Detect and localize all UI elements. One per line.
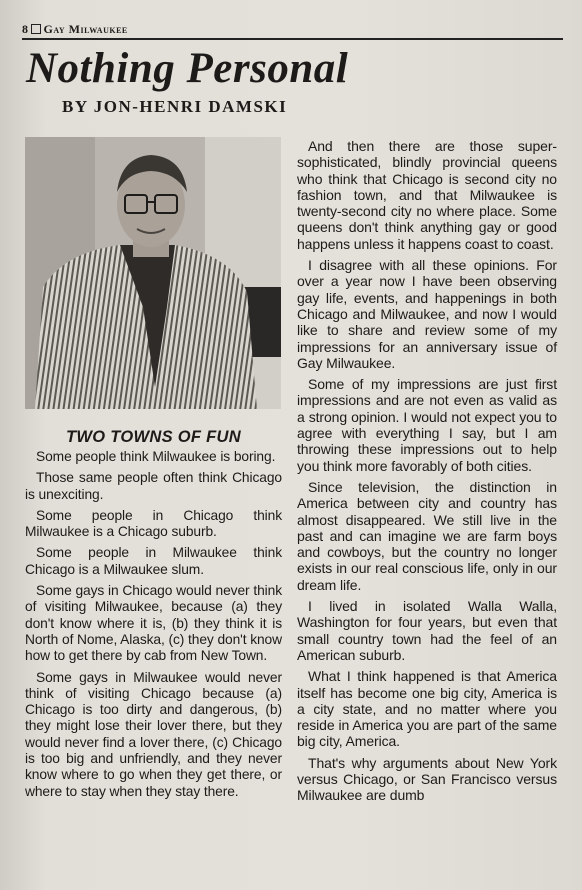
author-photo xyxy=(25,137,281,409)
left-column xyxy=(25,428,282,805)
article-title: Nothing Personal xyxy=(26,45,349,92)
page-number: 8 xyxy=(22,22,29,36)
paragraph: I lived in isolated Walla Walla, Washington for four years, but even that small country town had the feel of an American suburb. xyxy=(297,598,557,663)
header-rule xyxy=(22,38,563,40)
paragraph: Some gays in Milwaukee would never think of visiting Chicago because (a) Chicago is too dirty and dangerous, (b) they might lose their lover there, but they would never find a lover there, (c) Chicago is too big and unfriendly, and they never know where to go when they get there, or where to stay when they stay there. xyxy=(25,669,282,799)
paragraph: And then there are those super-sophisticated, blindly provincial queens who think that Chicago is second city no fashion town, and that Milwaukee is twenty-second city no where place. Some queens don't think anything gay or good happens unless it happens coast to coast. xyxy=(297,138,557,252)
article-byline: BY JON-HENRI DAMSKI xyxy=(62,97,288,116)
square-bullet-icon xyxy=(31,24,41,34)
paragraph: Since television, the distinction in America between city and country has almost disappeared. We still live in the past and can imagine we are farm boys and cowboys, but the country no longer exists in our real conscious life, only in our dream life. xyxy=(297,478,557,593)
page-header xyxy=(22,22,562,37)
paragraph: Some of my impressions are just first impressions and are not even as valid as a strong opinion. I would not expect you to agree with everything I say, but I am throwing these impressions out to help you think more favorably of both cities. xyxy=(297,376,557,474)
paragraph: I disagree with all these opinions. For over a year now I have been observing gay life, events, and happenings in both Chicago and Milwaukee, and now I would like to share and review some of my impressions for an anniversary issue of Gay Milwaukee. xyxy=(297,257,557,371)
right-column xyxy=(297,138,557,809)
author-portrait-image xyxy=(25,137,281,409)
paragraph: Those same people often think Chicago is unexciting. xyxy=(25,470,282,502)
publication-name: Gay Milwaukee xyxy=(43,22,128,36)
paragraph: What I think happened is that America itself has become one big city, America is a city state, and no matter where you reside in America you are part of the same big city, America. xyxy=(297,668,557,750)
section-subhead: TWO TOWNS OF FUN xyxy=(66,428,241,446)
paragraph: That's why arguments about New York versus Chicago, or San Francisco versus Milwaukee are dumb xyxy=(297,754,557,804)
paragraph: Some people in Milwaukee think Chicago is a Milwaukee slum. xyxy=(25,545,282,577)
paragraph: Some people think Milwaukee is boring. xyxy=(36,449,276,464)
paragraph: Some gays in Chicago would never think of visiting Milwaukee, because (a) they don't know where it is, (b) they think it is North of Nome, Alaska, (c) they don't know how to get there by cab from New Town. xyxy=(25,583,282,664)
paragraph: Some people in Chicago think Milwaukee is a Chicago suburb. xyxy=(25,507,282,540)
